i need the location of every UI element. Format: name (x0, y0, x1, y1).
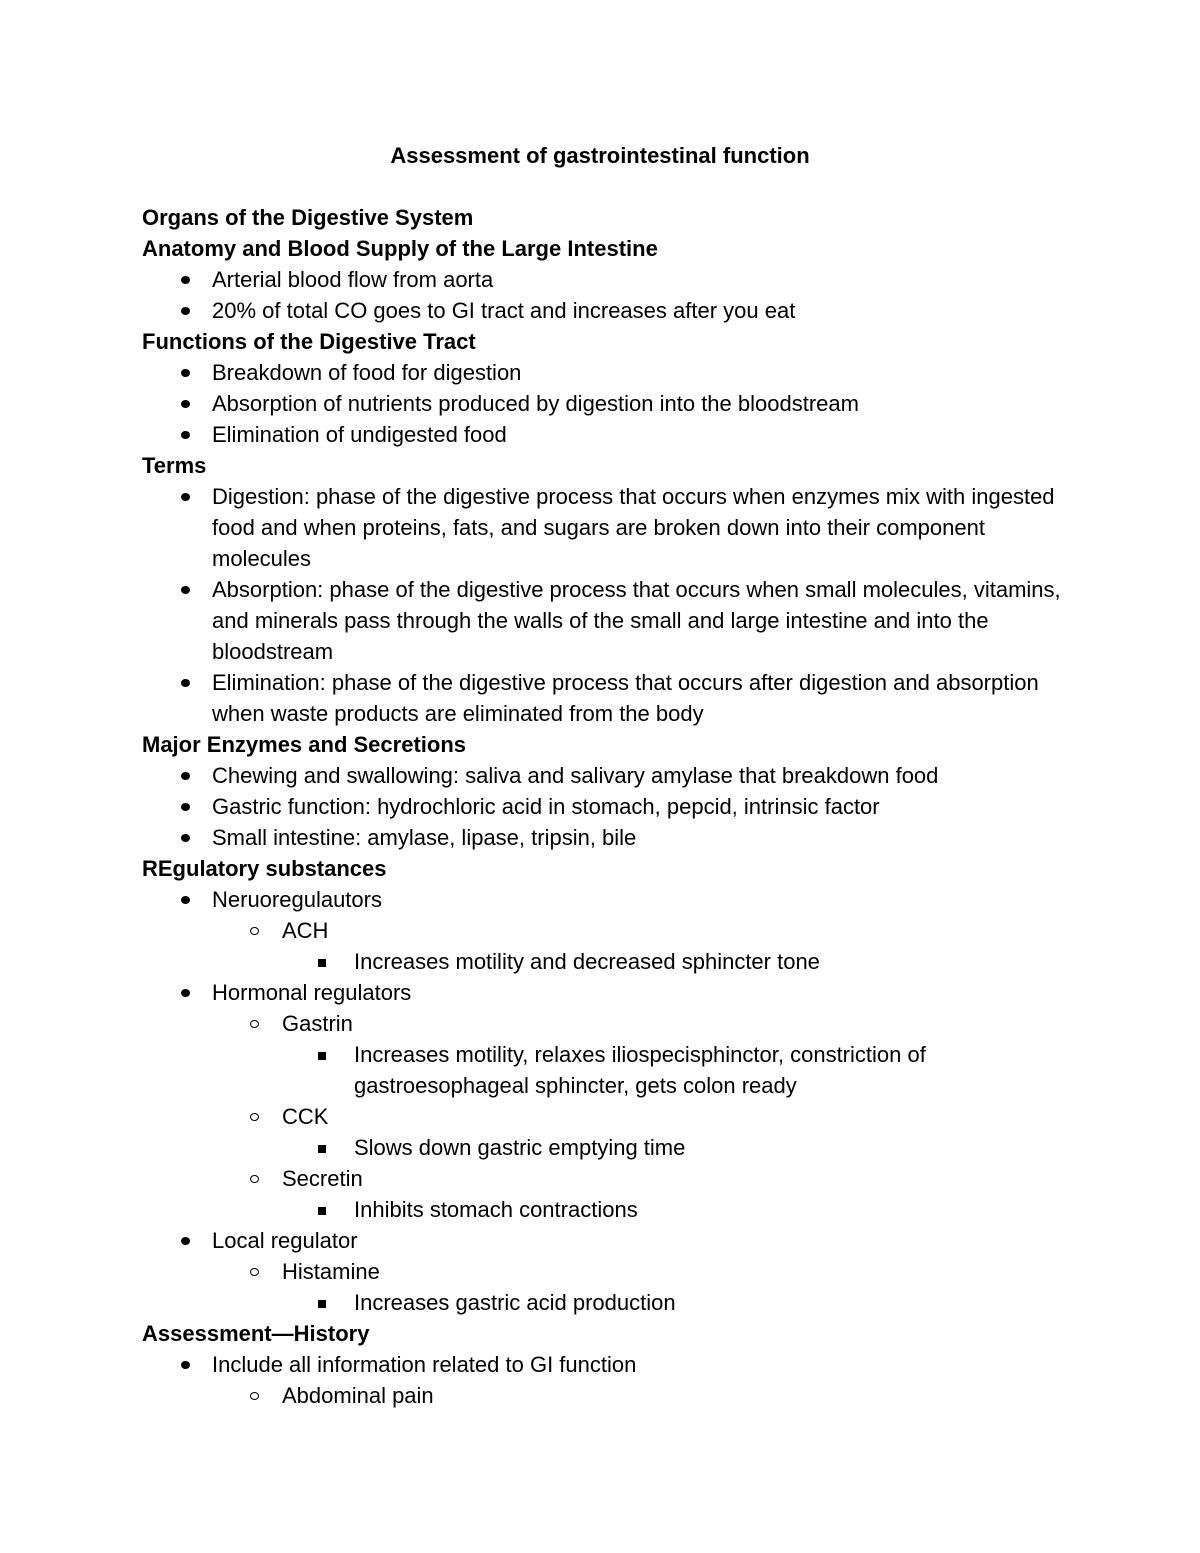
list-item: Arterial blood flow from aorta (142, 264, 1082, 295)
heading-organs: Organs of the Digestive System (142, 205, 474, 230)
list-item: Inhibits stomach contractions (282, 1194, 1082, 1225)
bullet-circle-icon (250, 1113, 259, 1121)
bullet-square-icon (318, 959, 326, 967)
bullet-circle-icon (250, 1392, 259, 1400)
bullet-disc-icon (181, 493, 190, 501)
bullet-disc-icon (181, 803, 190, 811)
list-item: Elimination: phase of the digestive process that occurs after digestion and absorption when waste products are eliminated from the body (142, 667, 1082, 729)
bullet-circle-icon (250, 1268, 259, 1276)
bullet-disc-icon (181, 679, 190, 687)
list-item: Increases gastric acid production (282, 1287, 1082, 1318)
bullet-disc-icon (181, 834, 190, 842)
list-item: 20% of total CO goes to GI tract and increases after you eat (142, 295, 1082, 326)
bullet-circle-icon (250, 1175, 259, 1183)
document-title: Assessment of gastrointestinal function (390, 143, 810, 168)
history-list (142, 1349, 1082, 1411)
heading-enzymes: Major Enzymes and Secretions (142, 732, 466, 757)
heading-history: Assessment—History (142, 1321, 370, 1346)
bullet-disc-icon (181, 369, 190, 377)
bullet-disc-icon (181, 896, 190, 904)
list-item: Gastric function: hydrochloric acid in stomach, pepcid, intrinsic factor (142, 791, 1082, 822)
list-item: Neruoregulautors ACH Increases motility and decreased sphincter tone (142, 884, 1082, 977)
bullet-disc-icon (181, 400, 190, 408)
list-item: Hormonal regulators Gastrin Increases motility, relaxes iliospecisphinctor, constriction of gastroesophageal sphincter, gets colon ready CCK Slows down gastric emptying time Secretin Inhibits stomach contractions (142, 977, 1082, 1225)
list-item: Gastrin Increases motility, relaxes iliospecisphinctor, constriction of gastroesophageal sphincter, gets colon ready (212, 1008, 1082, 1101)
enzymes-list (142, 760, 1082, 853)
list-item: Chewing and swallowing: saliva and salivary amylase that breakdown food (142, 760, 1082, 791)
list-item: Breakdown of food for digestion (142, 357, 1082, 388)
bullet-disc-icon (181, 307, 190, 315)
bullet-disc-icon (181, 431, 190, 439)
document-body (142, 202, 1082, 1411)
local-sublist (212, 1256, 1082, 1318)
list-item: Histamine Increases gastric acid production (212, 1256, 1082, 1318)
bullet-circle-icon (250, 927, 259, 935)
bullet-disc-icon (181, 772, 190, 780)
functions-list (142, 357, 1082, 450)
cck-sublist (282, 1132, 1082, 1163)
heading-regulatory: REgulatory substances (142, 856, 387, 881)
bullet-circle-icon (250, 1020, 259, 1028)
list-item: Digestion: phase of the digestive process that occurs when enzymes mix with ingested food and when proteins, fats, and sugars are broken down into their component molecules (142, 481, 1082, 574)
heading-functions: Functions of the Digestive Tract (142, 329, 476, 354)
histamine-sublist (282, 1287, 1082, 1318)
list-item: Increases motility, relaxes iliospecisphinctor, constriction of gastroesophageal sphincter, gets colon ready (282, 1039, 1082, 1101)
neuro-sublist (212, 915, 1082, 977)
gastrin-sublist (282, 1039, 1082, 1101)
list-item: Include all information related to GI function Abdominal pain (142, 1349, 1082, 1411)
list-item: Increases motility and decreased sphincter tone (282, 946, 1082, 977)
regulatory-list (142, 884, 1082, 1318)
list-item: Absorption: phase of the digestive process that occurs when small molecules, vitamins, and minerals pass through the walls of the small and large intestine and into the bloodstream (142, 574, 1082, 667)
bullet-disc-icon (181, 989, 190, 997)
list-item: Secretin Inhibits stomach contractions (212, 1163, 1082, 1225)
bullet-square-icon (318, 1052, 326, 1060)
heading-terms: Terms (142, 453, 207, 478)
ach-sublist (282, 946, 1082, 977)
list-item: CCK Slows down gastric emptying time (212, 1101, 1082, 1163)
bullet-disc-icon (181, 1237, 190, 1245)
anatomy-list (142, 264, 1082, 326)
list-item: Slows down gastric emptying time (282, 1132, 1082, 1163)
bullet-disc-icon (181, 586, 190, 594)
list-item: Abdominal pain (212, 1380, 1082, 1411)
secretin-sublist (282, 1194, 1082, 1225)
list-item: ACH Increases motility and decreased sphincter tone (212, 915, 1082, 977)
bullet-square-icon (318, 1145, 326, 1153)
list-item: Elimination of undigested food (142, 419, 1082, 450)
terms-list (142, 481, 1082, 729)
heading-anatomy: Anatomy and Blood Supply of the Large Intestine (142, 236, 658, 261)
list-item: Absorption of nutrients produced by digestion into the bloodstream (142, 388, 1082, 419)
bullet-disc-icon (181, 1361, 190, 1369)
bullet-disc-icon (181, 276, 190, 284)
history-sublist (212, 1380, 1082, 1411)
list-item: Local regulator Histamine Increases gastric acid production (142, 1225, 1082, 1318)
list-item: Small intestine: amylase, lipase, tripsin, bile (142, 822, 1082, 853)
hormonal-sublist (212, 1008, 1082, 1225)
bullet-square-icon (318, 1207, 326, 1215)
bullet-square-icon (318, 1300, 326, 1308)
